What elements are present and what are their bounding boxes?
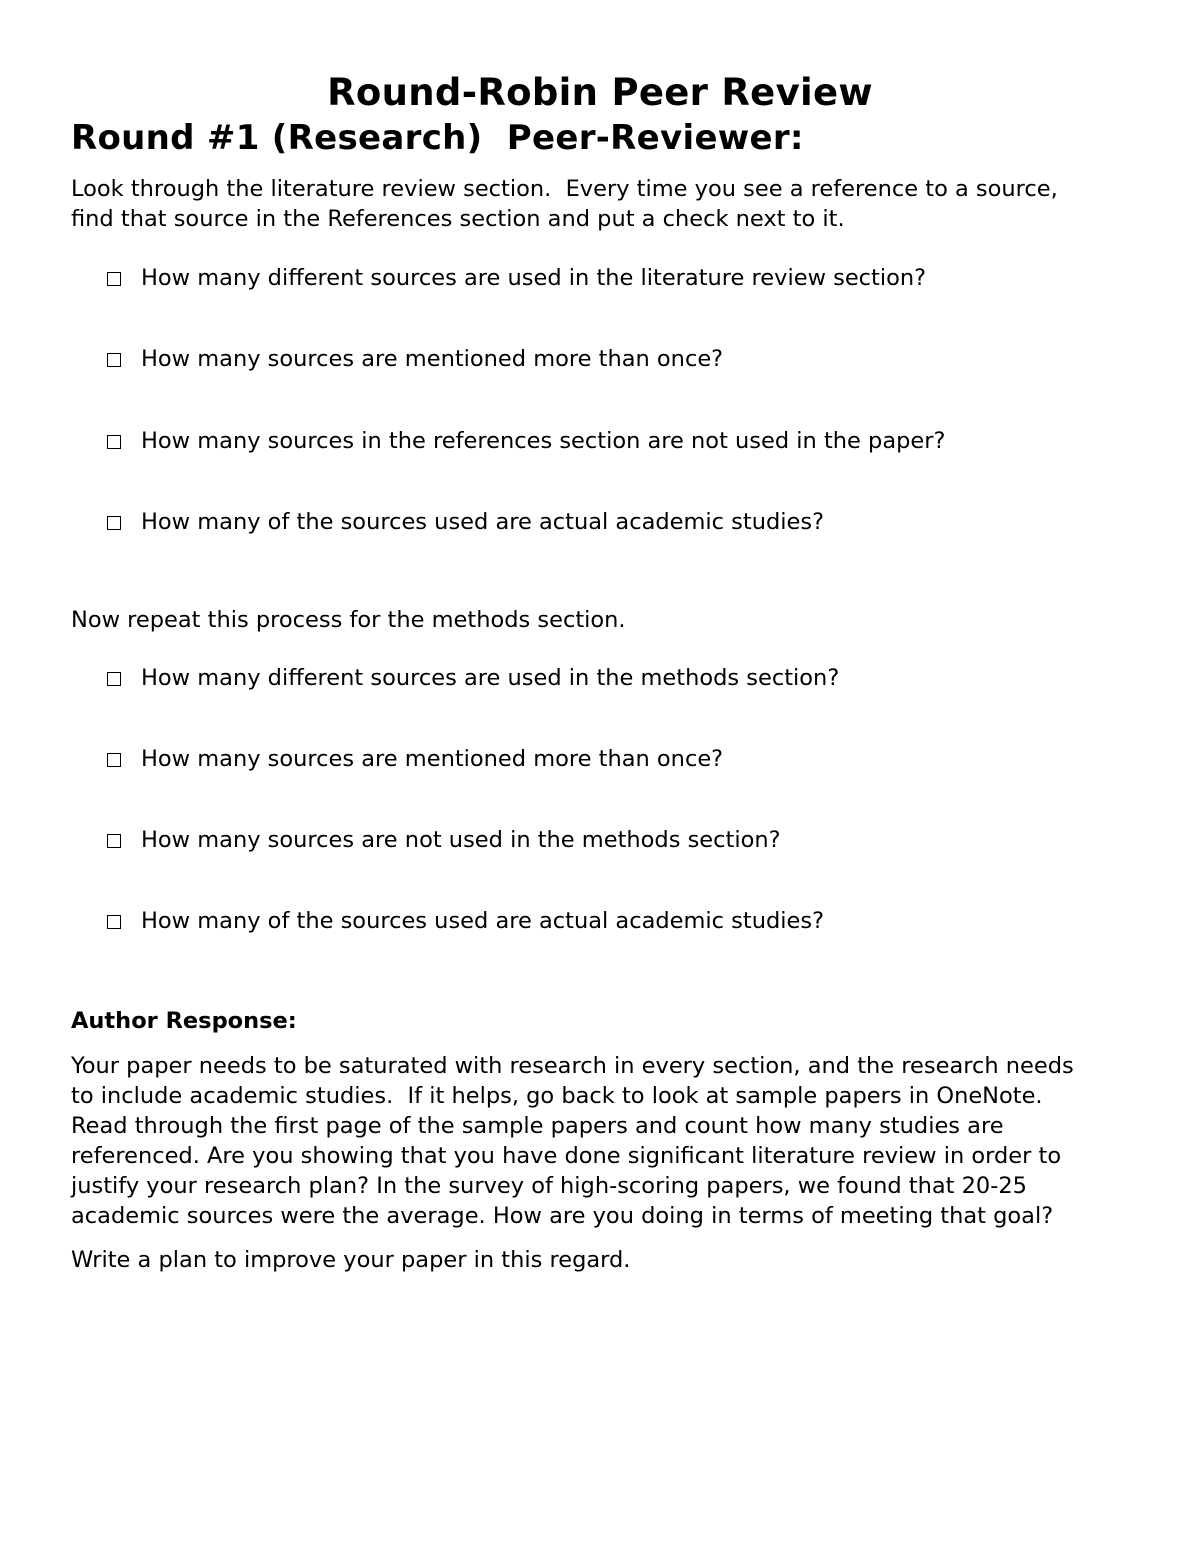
methods-question-item — [107, 825, 781, 855]
plan-instruction — [71, 1245, 1141, 1275]
author-response-body — [71, 1051, 1141, 1231]
author-body-line: Your paper needs to be saturated with research in every section, and the research needs — [71, 1053, 1074, 1079]
checkbox[interactable] — [107, 516, 121, 530]
intro-line: Look through the literature review section. Every time you see a reference to a source, — [71, 176, 1058, 202]
author-body-line: referenced. Are you showing that you have done significant literature review in order to — [71, 1143, 1062, 1169]
author-body-line: to include academic studies. If it helps, go back to look at sample papers in OneNote. — [71, 1083, 1043, 1109]
literature-question-item — [107, 263, 926, 293]
methods-intro-text: Now repeat this process for the methods section. — [71, 607, 626, 633]
question-text: How many different sources are used in the methods section? — [141, 665, 840, 691]
checkbox[interactable] — [107, 672, 121, 686]
document-title: Round-Robin Peer Review — [327, 71, 873, 114]
question-text: How many of the sources used are actual academic studies? — [141, 509, 825, 535]
question-text: How many of the sources used are actual academic studies? — [141, 908, 825, 934]
intro-line: find that source in the References section and put a check next to it. — [71, 206, 845, 232]
literature-question-item — [107, 507, 824, 537]
author-body-line: academic sources were the average. How are you doing in terms of meeting that goal? — [71, 1203, 1054, 1229]
methods-question-item — [107, 663, 839, 693]
methods-intro — [71, 605, 1141, 635]
checkbox[interactable] — [107, 272, 121, 286]
methods-question-item — [107, 744, 723, 774]
checkbox[interactable] — [107, 753, 121, 767]
checkbox[interactable] — [107, 915, 121, 929]
question-text: How many sources are mentioned more than once? — [141, 746, 724, 772]
intro-paragraph — [71, 174, 1141, 234]
checkbox[interactable] — [107, 435, 121, 449]
checkbox[interactable] — [107, 834, 121, 848]
plan-text: Write a plan to improve your paper in this regard. — [71, 1247, 631, 1273]
literature-question-item — [107, 426, 945, 456]
question-text: How many sources in the references section are not used in the paper? — [141, 428, 946, 454]
round-heading: Round #1 (Research) Peer-Reviewer: — [71, 118, 804, 158]
methods-question-item — [107, 906, 824, 936]
question-text: How many different sources are used in the literature review section? — [141, 265, 927, 291]
question-text: How many sources are mentioned more than once? — [141, 346, 724, 372]
author-body-line: Read through the first page of the sample papers and count how many studies are — [71, 1113, 1004, 1139]
question-text: How many sources are not used in the methods section? — [141, 827, 781, 853]
checkbox[interactable] — [107, 353, 121, 367]
author-response-heading: Author Response: — [71, 1008, 297, 1034]
literature-question-item — [107, 344, 723, 374]
author-body-line: justify your research plan? In the survey of high-scoring papers, we found that 20-25 — [71, 1173, 1027, 1199]
